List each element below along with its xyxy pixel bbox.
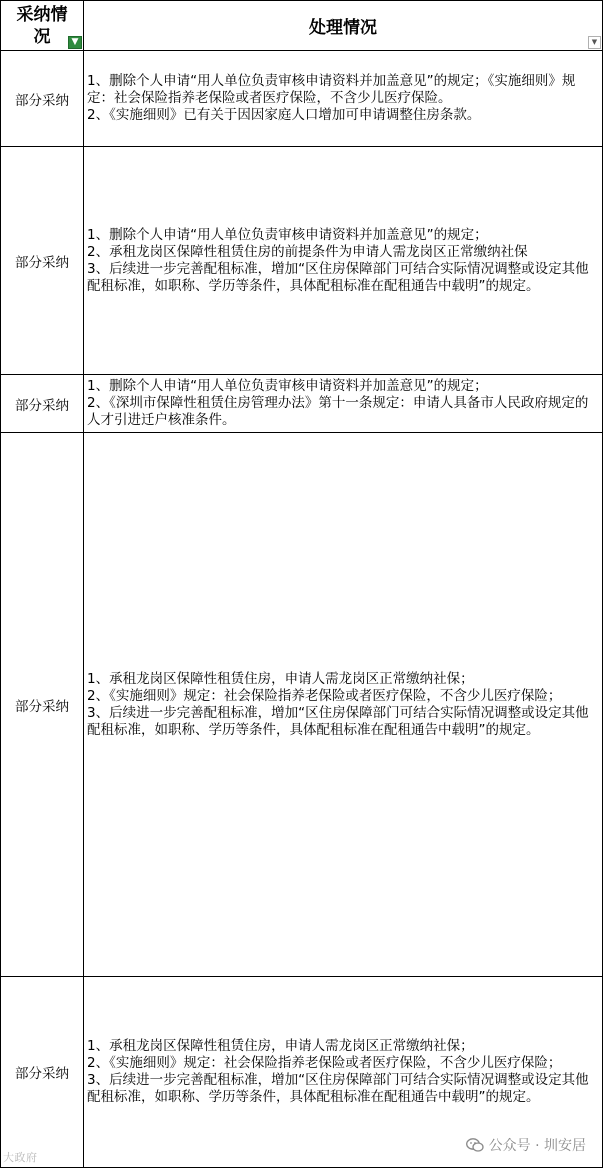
source-logo (3, 1149, 38, 1165)
status-cell[interactable]: 部分采纳 (1, 375, 84, 433)
header-cell-handling[interactable] (84, 1, 603, 51)
detail-line: 2、《实施细则》已有关于因因家庭人口增加可申请调整住房条款。 (87, 107, 481, 123)
detail-cell[interactable] (84, 433, 603, 977)
wechat-icon (466, 1138, 484, 1152)
status-cell[interactable]: 部分采纳 (1, 51, 84, 147)
table-row (1, 433, 603, 977)
status-cell[interactable]: 部分采纳 (1, 147, 84, 375)
detail-line: 1、承租龙岗区保障性租赁住房，申请人需龙岗区正常缴纳社保； (87, 670, 474, 687)
detail-line: 2、承租龙岗区保障性租赁住房的前提条件为申请人需龙岗区正常缴纳社保 (87, 243, 528, 260)
detail-cell[interactable] (84, 51, 603, 147)
table-row (1, 375, 603, 433)
watermark (466, 1135, 586, 1155)
header-label-handling: 处理情况 (309, 18, 377, 38)
source-logo-text: 大政府 (3, 1151, 38, 1164)
detail-line: 2、《深圳市保障性租赁住房管理办法》第十一条规定：申请人具备市人民政府规定的人才引进迁户核准条件。 (87, 395, 589, 428)
detail-line: 2、《实施细则》规定：社会保险指养老保险或者医疗保险，不含少儿医疗保险； (87, 1055, 562, 1071)
watermark-text: 公众号 · 圳安居 (488, 1138, 586, 1154)
table-row (1, 147, 603, 375)
header-label-adoption: 采纳情况 (16, 4, 68, 47)
detail-line: 1、删除个人申请“用人单位负责审核申请资料并加盖意见”的规定；《实施细则》规定：社会保险指养老保险或者医疗保险，不含少儿医疗保险。 (87, 73, 576, 106)
detail-line: 1、承租龙岗区保障性租赁住房，申请人需龙岗区正常缴纳社保； (87, 1038, 474, 1054)
detail-line: 3、后续进一步完善配租标准，增加“区住房保障部门可结合实际情况调整或设定其他配租标准，如职称、学历等条件，具体配租标准在配租通告中载明”的规定。 (87, 704, 589, 738)
detail-cell[interactable] (84, 375, 603, 433)
status-cell[interactable]: 部分采纳 (1, 977, 84, 1168)
status-cell[interactable]: 部分采纳 (1, 433, 84, 977)
filter-active-icon[interactable]: ▼ (68, 36, 82, 49)
header-row (1, 1, 603, 51)
table-row (1, 51, 603, 147)
dropdown-arrow-icon[interactable]: ▼ (588, 36, 601, 49)
detail-line: 3、后续进一步完善配租标准，增加“区住房保障部门可结合实际情况调整或设定其他配租标准，如职称、学历等条件，具体配租标准在配租通告中载明”的规定。 (87, 1072, 589, 1105)
header-cell-adoption[interactable] (1, 1, 84, 51)
detail-line: 1、删除个人申请“用人单位负责审核申请资料并加盖意见”的规定； (87, 378, 488, 394)
detail-line: 1、删除个人申请“用人单位负责审核申请资料并加盖意见”的规定； (87, 226, 488, 243)
detail-cell[interactable] (84, 147, 603, 375)
detail-line: 2、《实施细则》规定：社会保险指养老保险或者医疗保险，不含少儿医疗保险； (87, 687, 562, 704)
detail-line: 3、后续进一步完善配租标准，增加“区住房保障部门可结合实际情况调整或设定其他配租标准，如职称、学历等条件，具体配租标准在配租通告中载明”的规定。 (87, 260, 589, 294)
